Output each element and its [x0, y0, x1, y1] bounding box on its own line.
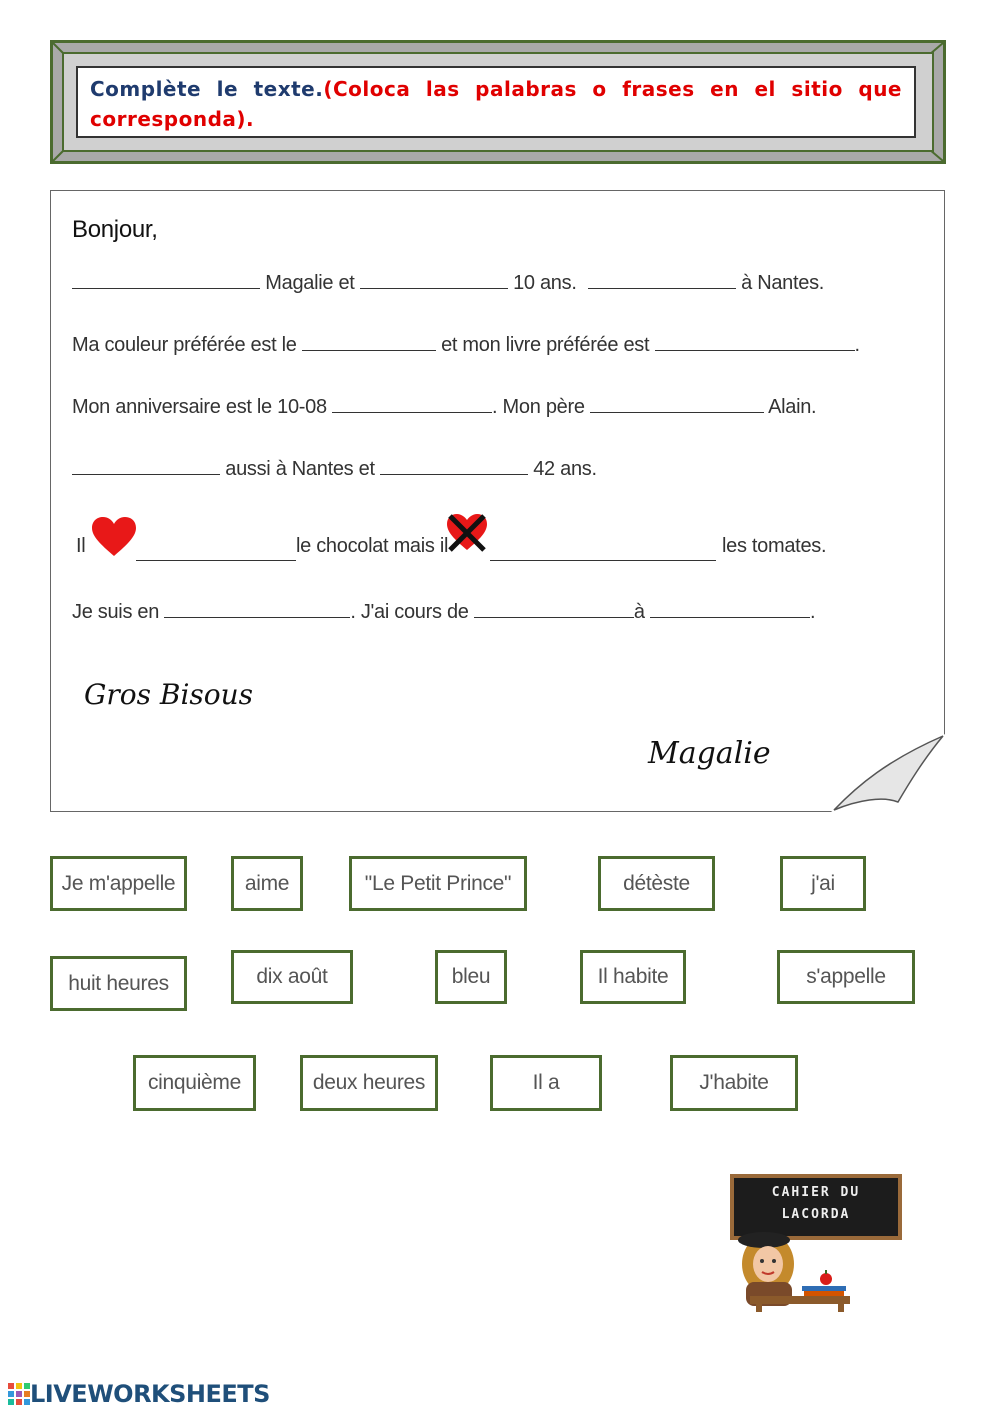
blank-drop-slot[interactable]	[360, 268, 508, 289]
text-segment: à Nantes.	[741, 272, 825, 294]
blank-drop-slot[interactable]	[72, 454, 220, 475]
instruction-french: Complète le texte.	[90, 77, 324, 101]
word-tile[interactable]: Il a	[490, 1055, 602, 1111]
blank-drop-slot[interactable]	[474, 597, 634, 618]
blank-drop-slot[interactable]	[302, 330, 436, 351]
blank-drop-slot[interactable]	[72, 268, 260, 289]
letter-line-2	[72, 330, 860, 357]
letter-line-6	[72, 597, 815, 624]
letter-line-1	[72, 268, 824, 295]
word-tile[interactable]: j'ai	[780, 856, 866, 911]
text-segment: 42 ans.	[533, 458, 597, 480]
text-segment: Il	[76, 535, 86, 557]
text-segment: . J'ai cours de	[350, 601, 469, 623]
instruction-box	[76, 66, 916, 138]
blank-drop-slot[interactable]	[588, 268, 736, 289]
blank-drop-slot[interactable]	[490, 540, 716, 561]
text-segment: Alain.	[768, 396, 817, 418]
instruction-spanish: (Coloca las palabras o frases en el sitio que corresponda).	[90, 77, 902, 131]
blank-drop-slot[interactable]	[590, 392, 764, 413]
text-segment: et mon livre préférée est	[441, 334, 650, 356]
text-segment: Ma couleur préférée est le	[72, 334, 297, 356]
word-tile[interactable]: Il habite	[580, 950, 686, 1004]
blank-drop-slot[interactable]	[136, 540, 296, 561]
logo-line-1: CAHIER DU	[771, 1185, 861, 1200]
text-segment: .	[809, 601, 816, 623]
letter-closing: Gros Bisous	[84, 678, 254, 711]
logo-line-2: LACORDA	[781, 1207, 851, 1222]
text-segment: . Mon père	[492, 396, 585, 418]
crossed-heart-icon	[444, 512, 490, 554]
text-segment: aussi à Nantes et	[225, 458, 375, 480]
letter-signature: Magalie	[648, 736, 771, 771]
heart-icon	[90, 516, 138, 558]
blank-drop-slot[interactable]	[332, 392, 492, 413]
blank-drop-slot[interactable]	[164, 597, 350, 618]
blank-drop-slot[interactable]	[380, 454, 528, 475]
blank-drop-slot[interactable]	[650, 597, 810, 618]
footer-brand-text: LIVEWORKSHEETS	[30, 1380, 270, 1408]
blank-drop-slot[interactable]	[655, 330, 855, 351]
letter-line-5	[76, 535, 85, 558]
letter-line-4	[72, 454, 597, 481]
word-tile[interactable]: s'appelle	[777, 950, 915, 1004]
word-tile[interactable]: huit heures	[50, 956, 187, 1011]
word-tile[interactable]: J'habite	[670, 1055, 798, 1111]
text-segment: 10 ans.	[513, 272, 577, 294]
teacher-illustration	[728, 1226, 856, 1312]
footer-brand	[8, 1380, 270, 1408]
text-segment: le chocolat mais il	[296, 535, 449, 557]
word-tile[interactable]: détèste	[598, 856, 715, 911]
text-segment: à	[633, 601, 645, 623]
word-tile[interactable]: Je m'appelle	[50, 856, 187, 911]
word-tile[interactable]: cinquième	[133, 1055, 256, 1111]
text-segment: Magalie et	[265, 272, 355, 294]
word-tile[interactable]: dix août	[231, 950, 353, 1004]
text-segment: les tomates.	[722, 535, 827, 557]
brand-logo-icon	[8, 1383, 30, 1405]
page-curl-icon	[828, 730, 948, 816]
word-tile[interactable]: deux heures	[300, 1055, 438, 1111]
letter-greeting: Bonjour,	[72, 216, 158, 243]
text-segment: Mon anniversaire est le 10-08	[72, 396, 327, 418]
word-tile[interactable]: bleu	[435, 950, 507, 1004]
word-tile[interactable]: "Le Petit Prince"	[349, 856, 527, 911]
letter-line-3	[72, 392, 816, 419]
word-tile[interactable]: aime	[231, 856, 303, 911]
text-segment: .	[854, 334, 860, 356]
text-segment: Je suis en	[72, 601, 160, 623]
